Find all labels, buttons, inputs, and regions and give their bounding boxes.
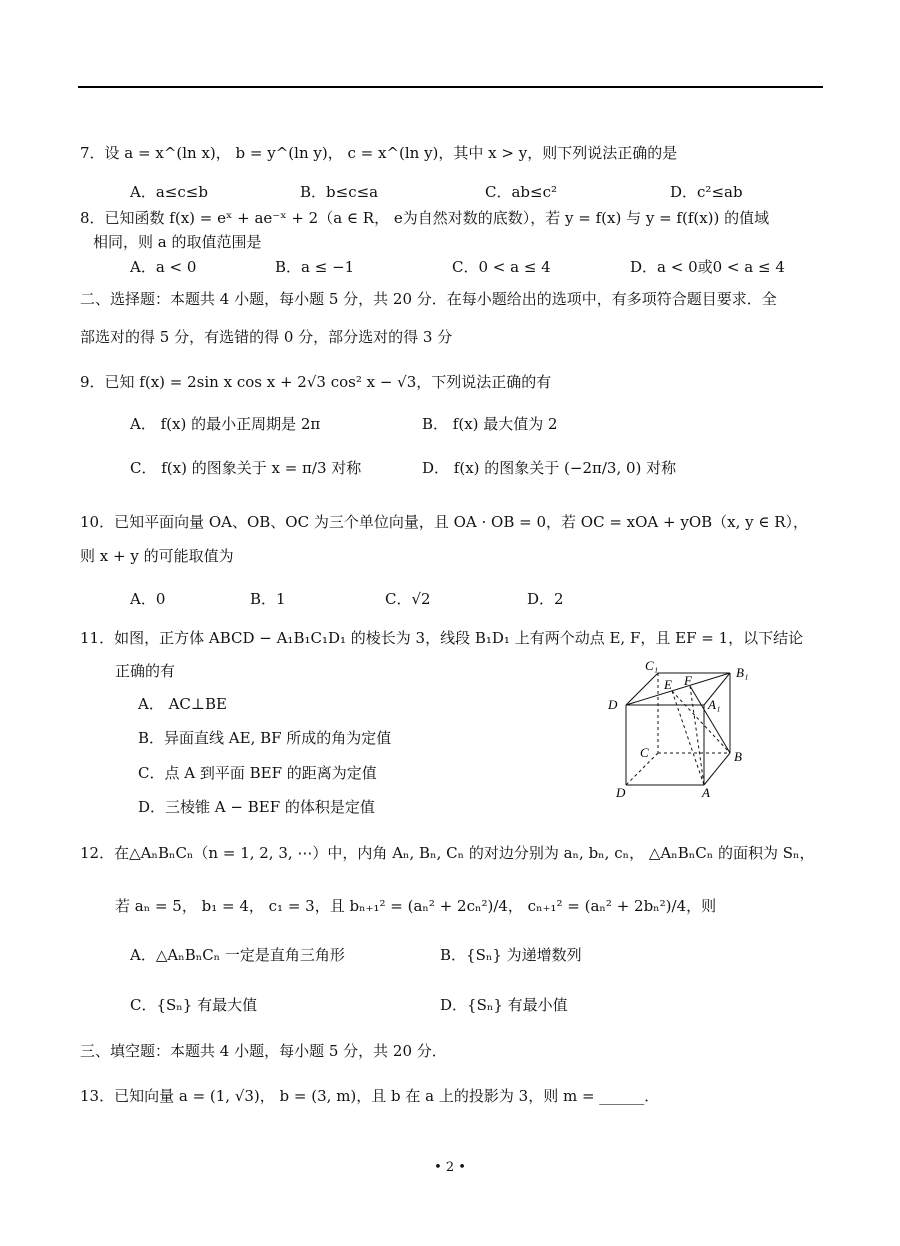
q8-option-d: D．a < 0或0 < a ≤ 4 — [630, 258, 785, 276]
label-d1: D — [608, 697, 618, 712]
q9-option-c: C． f(x) 的图象关于 x = π/3 对称 — [130, 459, 362, 477]
section3-heading: 三、填空题：本题共 4 小题，每小题 5 分，共 20 分． — [80, 1042, 447, 1060]
q9-option-d: D． f(x) 的图象关于 (−2π/3, 0) 对称 — [422, 459, 677, 477]
label-e: E — [664, 677, 672, 692]
q7-stem: 7．设 a = x^(ln x)， b = y^(ln y)， c = x^(ln y)，其中 x > y，则下列说法正确的是 — [80, 144, 678, 162]
header-rule — [78, 86, 823, 88]
q11-option-a: A． AC⊥BE — [138, 695, 227, 713]
label-b1: B₁ — [736, 665, 749, 680]
q12-option-b: B．{Sₙ} 为递增数列 — [440, 946, 582, 964]
label-b: B — [734, 749, 742, 764]
q10-stem-line2: 则 x + y 的可能取值为 — [80, 547, 234, 565]
q8-stem-line2: 相同，则 a 的取值范围是 — [93, 233, 262, 251]
q10-option-d: D．2 — [527, 590, 564, 608]
section2-heading-line2: 部选对的得 5 分，有选错的得 0 分，部分选对的得 3 分 — [80, 328, 453, 346]
q10-stem-line1: 10．已知平面向量 OA、OB、OC 为三个单位向量，且 OA · OB = 0，若 OC = xOA + yOB（x, y ∈ R）， — [80, 513, 809, 531]
page-number: • 2 • — [434, 1160, 466, 1175]
label-a: A — [702, 785, 710, 800]
q11-stem-line2: 正确的有 — [115, 662, 176, 680]
q9-option-b: B． f(x) 最大值为 2 — [422, 415, 558, 433]
q12-stem-line1: 12．在△AₙBₙCₙ（n = 1, 2, 3, ⋯）中，内角 Aₙ, Bₙ, Cₙ 的对边分别为 aₙ, bₙ, cₙ， △AₙBₙCₙ 的面积为 Sₙ， — [80, 844, 815, 862]
q8-option-b: B．a ≤ −1 — [275, 258, 355, 276]
q12-stem-line2: 若 aₙ = 5， b₁ = 4， c₁ = 3，且 bₙ₊₁² = (aₙ² + 2cₙ²)/4， cₙ₊₁² = (aₙ² + 2bₙ²)/4，则 — [115, 897, 717, 915]
q7-option-a: A．a≤c≤b — [130, 183, 208, 201]
q9-stem: 9．已知 f(x) = 2sin x cos x + 2√3 cos² x − √3，下列说法正确的有 — [80, 373, 552, 391]
q8-option-c: C．0 < a ≤ 4 — [452, 258, 551, 276]
label-c1: C₁ — [645, 658, 659, 673]
q10-option-c: C．√2 — [385, 590, 431, 608]
q9-option-a: A． f(x) 的最小正周期是 2π — [130, 415, 321, 433]
q7-option-c: C．ab≤c² — [485, 183, 558, 201]
section2-heading-line1: 二、选择题：本题共 4 小题，每小题 5 分，共 20 分．在每小题给出的选项中，有多项符合题目要求．全 — [80, 290, 777, 308]
q12-option-d: D．{Sₙ} 有最小值 — [440, 996, 568, 1014]
edge-a-b — [704, 753, 730, 785]
q11-option-d: D．三棱锥 A − BEF 的体积是定值 — [138, 798, 375, 816]
label-d: D — [616, 785, 626, 800]
segment-be — [672, 691, 730, 753]
q8-stem-line1: 8．已知函数 f(x) = eˣ + ae⁻ˣ + 2（a ∈ R， e为自然对数的底数），若 y = f(x) 与 y = f(f(x)) 的值域 — [80, 209, 770, 227]
label-c: C — [640, 745, 649, 760]
label-f: F — [684, 673, 692, 688]
q12-option-c: C．{Sₙ} 有最大值 — [130, 996, 258, 1014]
q7-option-b: B．b≤c≤a — [300, 183, 379, 201]
q13-stem: 13．已知向量 a = (1, √3)， b = (3, m)，且 b 在 a 上的投影为 3，则 m = ______． — [80, 1087, 660, 1105]
label-a1: A₁ — [708, 697, 721, 712]
q10-option-a: A．0 — [130, 590, 166, 608]
q10-option-b: B．1 — [250, 590, 286, 608]
q11-option-c: C．点 A 到平面 BEF 的距离为定值 — [138, 764, 377, 782]
segment-af — [690, 686, 704, 785]
q11-stem-line1: 11．如图，正方体 ABCD − A₁B₁C₁D₁ 的棱长为 3，线段 B₁D₁ 上有两个动点 E, F，且 EF = 1，以下结论 — [80, 629, 804, 647]
cube-figure — [600, 655, 770, 805]
q12-option-a: A．△AₙBₙCₙ 一定是直角三角形 — [130, 946, 345, 964]
q7-option-d: D．c²≤ab — [670, 183, 743, 201]
q8-option-a: A．a < 0 — [130, 258, 197, 276]
q11-option-b: B．异面直线 AE, BF 所成的角为定值 — [138, 729, 392, 747]
